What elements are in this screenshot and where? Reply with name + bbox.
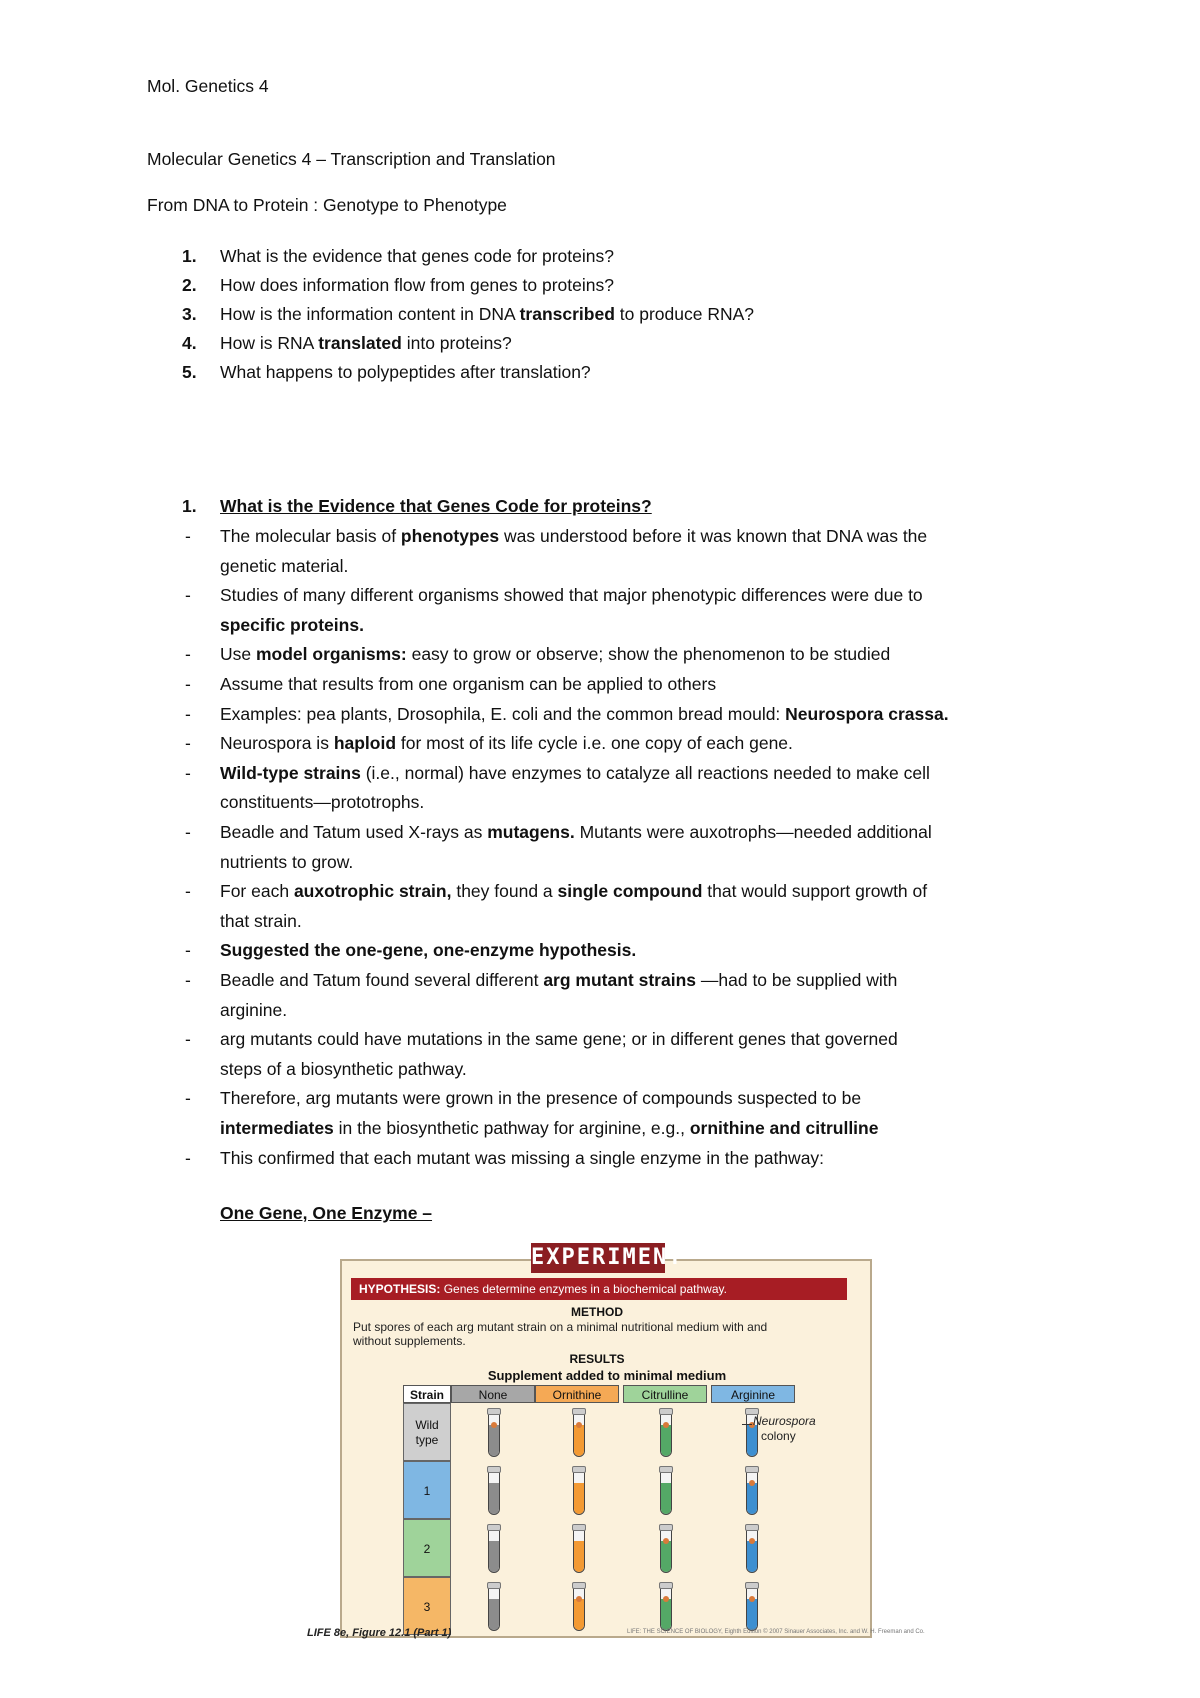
bullet-text-segment: specific proteins. bbox=[220, 615, 364, 635]
question-number: 1. bbox=[182, 246, 197, 266]
bullet-line bbox=[220, 1148, 824, 1169]
question-text-segment: How is RNA bbox=[220, 333, 319, 353]
bullet-text-segment: The molecular basis of bbox=[220, 526, 401, 546]
tube-medium bbox=[661, 1541, 671, 1572]
strain-column-header: Strain bbox=[403, 1385, 451, 1403]
tube-cap bbox=[745, 1466, 759, 1473]
bullet-text-segment: —had to be supplied with bbox=[696, 970, 898, 990]
bullet-line bbox=[220, 1000, 287, 1021]
neurospora-colony bbox=[749, 1538, 755, 1544]
question-text-segment: What is the evidence that genes code for proteins? bbox=[220, 246, 614, 266]
tube-cap bbox=[745, 1582, 759, 1589]
bullet-line bbox=[220, 792, 424, 813]
hypothesis-bar bbox=[351, 1278, 847, 1300]
bullet-line bbox=[220, 852, 353, 873]
bullet-text-segment: Assume that results from one organism can be applied to others bbox=[220, 674, 717, 694]
column-header: Citrulline bbox=[623, 1385, 707, 1403]
bullet-text-segment: nutrients to grow. bbox=[220, 852, 354, 872]
hypothesis-label: HYPOTHESIS: bbox=[359, 1282, 441, 1296]
question-number: 4. bbox=[182, 333, 197, 353]
bullet-line bbox=[220, 526, 927, 547]
bullet-dash: - bbox=[185, 585, 191, 606]
neurospora-colony bbox=[576, 1422, 582, 1428]
tube-cap bbox=[572, 1466, 586, 1473]
test-tube bbox=[746, 1527, 758, 1573]
tube-medium bbox=[747, 1425, 757, 1456]
bullet-line bbox=[220, 1059, 467, 1080]
question-number: 3. bbox=[182, 304, 197, 324]
hypothesis-text: Genes determine enzymes in a biochemical pathway. bbox=[440, 1282, 727, 1296]
bullet-text-segment: Beadle and Tatum used X-rays as bbox=[220, 822, 488, 842]
bullet-text-segment: arg mutants could have mutations in the same gene; or in different genes that governed bbox=[220, 1029, 898, 1049]
tube-cap bbox=[572, 1408, 586, 1415]
bullet-text-segment: model organisms: bbox=[255, 644, 407, 664]
bullet-line bbox=[220, 674, 716, 695]
tube-medium bbox=[489, 1425, 499, 1456]
tube-cap bbox=[659, 1408, 673, 1415]
bullet-dash: - bbox=[185, 881, 191, 902]
bullet-dash: - bbox=[185, 526, 191, 546]
results-subtitle: Supplement added to minimal medium bbox=[487, 1368, 727, 1383]
test-tube bbox=[573, 1585, 585, 1631]
method-text-2: without supplements. bbox=[353, 1334, 466, 1348]
tube-medium bbox=[574, 1425, 584, 1456]
question-text-segment: What happens to polypeptides after translation? bbox=[220, 362, 591, 382]
neurospora-label: Neurospora bbox=[753, 1414, 816, 1428]
question-text-segment: into proteins? bbox=[401, 333, 512, 353]
bullet-text-segment: Neurospora crassa. bbox=[785, 704, 949, 724]
bullet-text-segment: they found a bbox=[451, 881, 558, 901]
bullet-line bbox=[220, 556, 348, 577]
strain-label: Wild type bbox=[403, 1403, 451, 1461]
question-text-segment: transcribed bbox=[519, 304, 615, 324]
question-item bbox=[220, 275, 614, 296]
bullet-text-segment: Use bbox=[220, 644, 256, 664]
bullet-line bbox=[220, 763, 930, 784]
tube-cap bbox=[659, 1524, 673, 1531]
bullet-dash: - bbox=[185, 762, 191, 783]
bullet-text-segment: ornithine and citrulline bbox=[689, 1118, 879, 1138]
strain-label: 2 bbox=[403, 1519, 451, 1577]
column-header: None bbox=[451, 1385, 535, 1403]
bullet-line bbox=[220, 1029, 898, 1050]
tube-cap bbox=[572, 1582, 586, 1589]
bullet-text-segment: steps of a biosynthetic pathway. bbox=[220, 1059, 467, 1079]
experiment-figure bbox=[307, 1243, 925, 1643]
bullet-line bbox=[220, 1088, 861, 1109]
method-text-1: Put spores of each arg mutant strain on a minimal nutritional medium with and bbox=[353, 1320, 768, 1334]
neurospora-colony bbox=[491, 1422, 497, 1428]
bullet-text-segment: intermediates bbox=[220, 1118, 334, 1138]
question-text-segment: translated bbox=[318, 333, 402, 353]
tube-cap bbox=[659, 1582, 673, 1589]
bullet-dash: - bbox=[185, 970, 191, 990]
tube-cap bbox=[487, 1582, 501, 1589]
test-tube bbox=[660, 1411, 672, 1457]
test-tube bbox=[488, 1527, 500, 1573]
bullet-line bbox=[220, 970, 897, 991]
bullet-text-segment: Therefore, arg mutants were grown in the presence of compounds suspected to be bbox=[220, 1088, 862, 1108]
bullet-text-segment: that would support growth of bbox=[702, 881, 928, 901]
bullet-text-segment: This confirmed that each mutant was missing a single enzyme in the pathway: bbox=[220, 1148, 825, 1168]
tube-medium bbox=[489, 1599, 499, 1630]
bullet-text-segment: arg mutant strains bbox=[543, 970, 697, 990]
bullet-dash: - bbox=[185, 703, 191, 724]
bullet-text-segment: easy to grow or observe; show the phenomenon to be studied bbox=[406, 644, 891, 664]
question-number: 5. bbox=[182, 362, 197, 382]
method-label: METHOD bbox=[571, 1305, 623, 1319]
bullet-text-segment: Wild-type strains bbox=[220, 763, 361, 783]
test-tube bbox=[573, 1527, 585, 1573]
bullet-line bbox=[220, 644, 890, 665]
tube-medium bbox=[574, 1483, 584, 1514]
question-item bbox=[220, 246, 614, 267]
neurospora-colony bbox=[663, 1596, 669, 1602]
bullet-text-segment: auxotrophic strain, bbox=[293, 881, 452, 901]
question-item bbox=[220, 362, 591, 383]
bullet-dash: - bbox=[185, 1088, 191, 1109]
question-number: 2. bbox=[182, 275, 197, 295]
bullet-text-segment: phenotypes bbox=[400, 526, 500, 546]
neurospora-colony bbox=[576, 1596, 582, 1602]
tube-cap bbox=[745, 1524, 759, 1531]
test-tube bbox=[573, 1411, 585, 1457]
tube-cap bbox=[487, 1466, 501, 1473]
bullet-line bbox=[220, 733, 793, 754]
bullet-text-segment: (i.e., normal) have enzymes to catalyze all reactions needed to make cell bbox=[360, 763, 930, 783]
bullet-text-segment: Suggested the one-gene, one-enzyme hypothesis. bbox=[220, 940, 637, 960]
bullet-text-segment: Neurospora is bbox=[220, 733, 334, 753]
colony-label: colony bbox=[761, 1429, 796, 1443]
test-tube bbox=[660, 1585, 672, 1631]
bullet-text-segment: mutagens. bbox=[487, 822, 575, 842]
tube-cap bbox=[487, 1408, 501, 1415]
bullet-dash: - bbox=[185, 1147, 191, 1168]
bullet-text-segment: For each bbox=[220, 881, 294, 901]
tube-medium bbox=[747, 1483, 757, 1514]
neurospora-colony bbox=[663, 1422, 669, 1428]
test-tube bbox=[488, 1585, 500, 1631]
bullet-line bbox=[220, 822, 932, 843]
bullet-dash: - bbox=[185, 940, 191, 961]
bullet-line bbox=[220, 911, 302, 932]
neurospora-colony bbox=[749, 1596, 755, 1602]
bullet-line bbox=[220, 1118, 878, 1139]
tube-medium bbox=[574, 1541, 584, 1572]
bullet-dash: - bbox=[185, 674, 191, 694]
bullet-line bbox=[220, 704, 949, 725]
tube-medium bbox=[661, 1425, 671, 1456]
bullet-text-segment: Examples: pea plants, Drosophila, E. coli and the common bread mould: bbox=[220, 704, 786, 724]
tube-medium bbox=[489, 1541, 499, 1572]
section-number: 1. bbox=[182, 496, 197, 516]
tube-medium bbox=[747, 1541, 757, 1572]
page-subtitle: From DNA to Protein : Genotype to Phenotype bbox=[147, 195, 507, 215]
tube-cap bbox=[572, 1524, 586, 1531]
figure-credit: LIFE: THE SCIENCE OF BIOLOGY, Eighth Edition © 2007 Sinauer Associates, Inc. and W. H. Freeman and Co. bbox=[627, 1629, 925, 1635]
question-text-segment: to produce RNA? bbox=[614, 304, 755, 324]
question-item bbox=[220, 304, 754, 325]
strain-label: 3 bbox=[403, 1577, 451, 1635]
bullet-text-segment: Mutants were auxotrophs—needed additional bbox=[574, 822, 932, 842]
column-header: Arginine bbox=[711, 1385, 795, 1403]
bullet-text-segment: that strain. bbox=[220, 911, 302, 931]
tube-cap bbox=[659, 1466, 673, 1473]
running-title: Mol. Genetics 4 bbox=[147, 76, 269, 96]
tube-cap bbox=[487, 1524, 501, 1531]
neurospora-colony bbox=[663, 1538, 669, 1544]
question-text-segment: How is the information content in DNA bbox=[220, 304, 520, 324]
bullet-dash: - bbox=[185, 644, 191, 665]
tube-medium bbox=[661, 1599, 671, 1630]
subheading-one-gene-one-enzyme: One Gene, One Enzyme – bbox=[220, 1203, 433, 1223]
bullet-text-segment: genetic material. bbox=[220, 556, 349, 576]
bullet-line bbox=[220, 615, 364, 636]
bullet-text-segment: in the biosynthetic pathway for arginine, e.g., bbox=[333, 1118, 690, 1138]
bullet-text-segment: arginine. bbox=[220, 1000, 288, 1020]
bullet-text-segment: single compound bbox=[557, 881, 703, 901]
test-tube bbox=[746, 1585, 758, 1631]
neurospora-colony bbox=[749, 1480, 755, 1486]
results-label: RESULTS bbox=[569, 1352, 625, 1366]
question-text-segment: How does information flow from genes to proteins? bbox=[220, 275, 614, 295]
experiment-banner: EXPERIMENT bbox=[531, 1243, 665, 1273]
bullet-text-segment: Beadle and Tatum found several different bbox=[220, 970, 544, 990]
bullet-dash: - bbox=[185, 1029, 191, 1050]
bullet-dash: - bbox=[185, 822, 191, 842]
test-tube bbox=[488, 1411, 500, 1457]
test-tube bbox=[746, 1469, 758, 1515]
column-header: Ornithine bbox=[535, 1385, 619, 1403]
bullet-text-segment: Studies of many different organisms showed that major phenotypic differences were due to bbox=[220, 585, 923, 605]
tube-medium bbox=[661, 1483, 671, 1514]
bullet-text-segment: haploid bbox=[333, 733, 397, 753]
test-tube bbox=[660, 1469, 672, 1515]
bullet-line bbox=[220, 940, 636, 961]
bullet-text-segment: constituents—prototrophs. bbox=[220, 792, 425, 812]
bullet-text-segment: was understood before it was known that DNA was the bbox=[499, 526, 928, 546]
bullet-line bbox=[220, 881, 927, 902]
tube-medium bbox=[489, 1483, 499, 1514]
bullet-dash: - bbox=[185, 733, 191, 754]
page-title: Molecular Genetics 4 – Transcription and Translation bbox=[147, 149, 556, 169]
colony-pointer-line bbox=[742, 1424, 752, 1425]
bullet-line bbox=[220, 585, 923, 606]
tube-medium bbox=[747, 1599, 757, 1630]
figure-caption: LIFE 8e, Figure 12.1 (Part 1) bbox=[307, 1627, 452, 1639]
strain-label: 1 bbox=[403, 1461, 451, 1519]
question-item bbox=[220, 333, 512, 354]
bullet-text-segment: for most of its life cycle i.e. one copy of each gene. bbox=[396, 733, 793, 753]
tube-medium bbox=[574, 1599, 584, 1630]
test-tube bbox=[488, 1469, 500, 1515]
test-tube bbox=[573, 1469, 585, 1515]
test-tube bbox=[660, 1527, 672, 1573]
section-title: What is the Evidence that Genes Code for proteins? bbox=[220, 496, 652, 516]
